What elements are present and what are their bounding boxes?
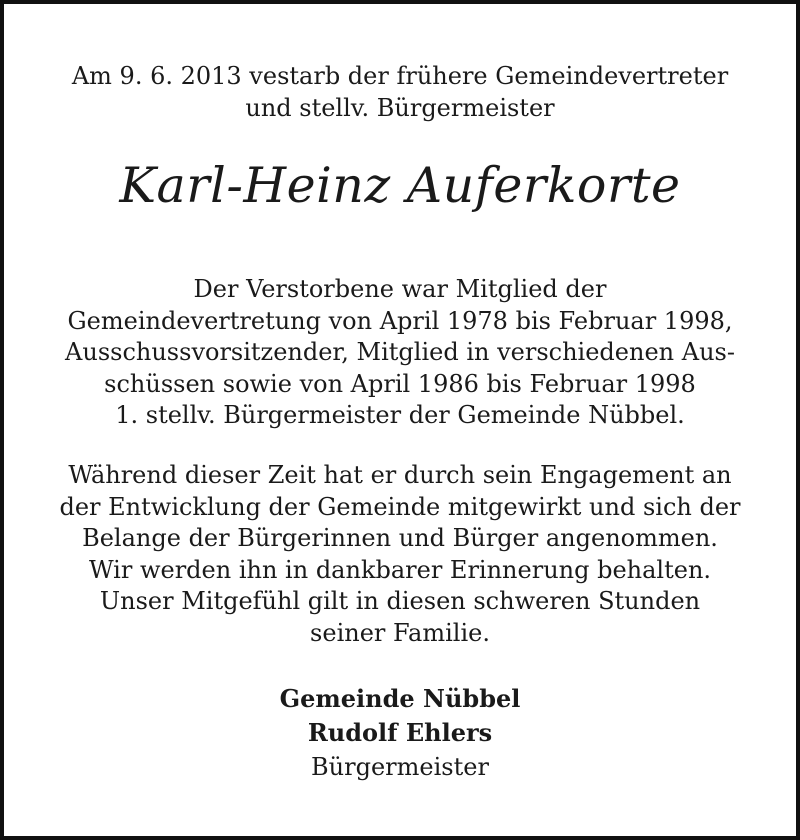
- paragraph-line: Während dieser Zeit hat er durch sein Engagement an: [68, 461, 732, 489]
- signature-person: Rudolf Ehlers: [307, 718, 493, 747]
- paragraph-line: seiner Familie.: [310, 618, 490, 647]
- paragraph-line: Der Verstorbene war Mitglied der: [193, 275, 607, 303]
- signature-role: Bürgermeister: [311, 753, 489, 781]
- paragraph-tribute: [4, 460, 796, 649]
- paragraph-line: Wir werden ihn in dankbarer Erinnerung behalten.: [88, 555, 712, 584]
- signature-block: [4, 682, 796, 784]
- paragraph-line: Unser Mitgefühl gilt in diesen schweren Stunden: [99, 587, 701, 615]
- intro-line: Am 9. 6. 2013 vestarb der frühere Gemeindevertreter: [71, 62, 729, 90]
- paragraph-line: Gemeindevertretung von April 1978 bis Februar 1998,: [67, 306, 733, 335]
- paragraph-line: schüssen sowie von April 1986 bis Februar 1998: [104, 369, 696, 398]
- intro-line: und stellv. Bürgermeister: [245, 94, 555, 122]
- paragraph-line: Belange der Bürgerinnen und Bürger angenommen.: [82, 524, 718, 552]
- signature-organization: Gemeinde Nübbel: [279, 684, 521, 713]
- intro-text: [4, 60, 796, 124]
- paragraph-line: der Entwicklung der Gemeinde mitgewirkt und sich der: [59, 492, 741, 521]
- paragraph-line: 1. stellv. Bürgermeister der Gemeinde Nübbel.: [115, 401, 685, 429]
- deceased-name: Karl-Heinz Auferkorte: [119, 157, 681, 214]
- paragraph-membership: [4, 274, 796, 432]
- paragraph-line: Ausschussvorsitzender, Mitglied in verschiedenen Aus-: [65, 338, 735, 366]
